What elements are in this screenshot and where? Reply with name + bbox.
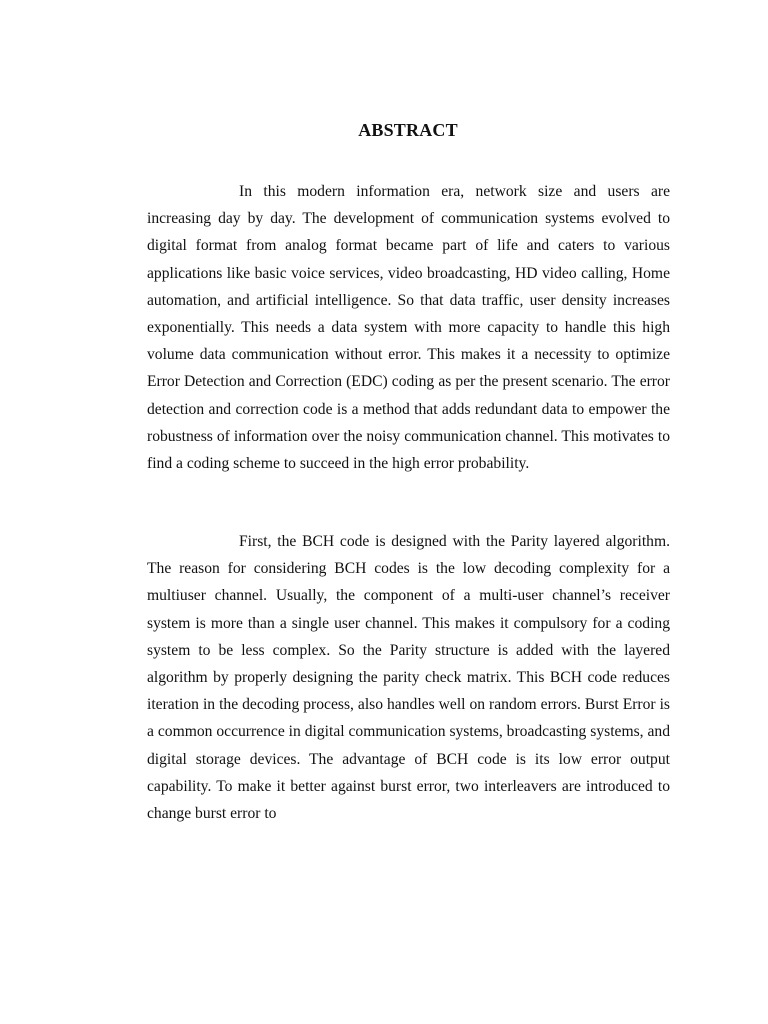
abstract-heading: ABSTRACT <box>358 120 458 140</box>
abstract-paragraph-2: First, the BCH code is designed with the Parity layered algorithm. The reason for considering BCH codes is the low decoding complexity for a multiuser channel. Usually, the component of a multi-user channel’s receiver system is more than a single user channel. This makes it compulsory for a coding system to be less complex. So the Parity structure is added with the layered algorithm by properly designing the parity check matrix. This BCH code reduces iteration in the decoding process, also handles well on random errors. Burst Error is a common occurrence in digital communication systems, broadcasting systems, and digital storage devices. The advantage of BCH code is its low error output capability. To make it better against burst error, two interleavers are introduced to change burst error to <box>147 533 670 823</box>
abstract-paragraph-1: In this modern information era, network size and users are increasing day by day. The development of communication systems evolved to digital format from analog format became part of life and caters to various applications like basic voice services, video broadcasting, HD video calling, Home automation, and artificial intelligence. So that data traffic, user density increases exponentially. This needs a data system with more capacity to handle this high volume data communication without error. This makes it a necessity to optimize Error Detection and Correction (EDC) coding as per the present scenario. The error detection and correction code is a method that adds redundant data to empower the robustness of information over the noisy communication channel. This motivates to find a coding scheme to succeed in the high error probability. <box>147 183 670 473</box>
